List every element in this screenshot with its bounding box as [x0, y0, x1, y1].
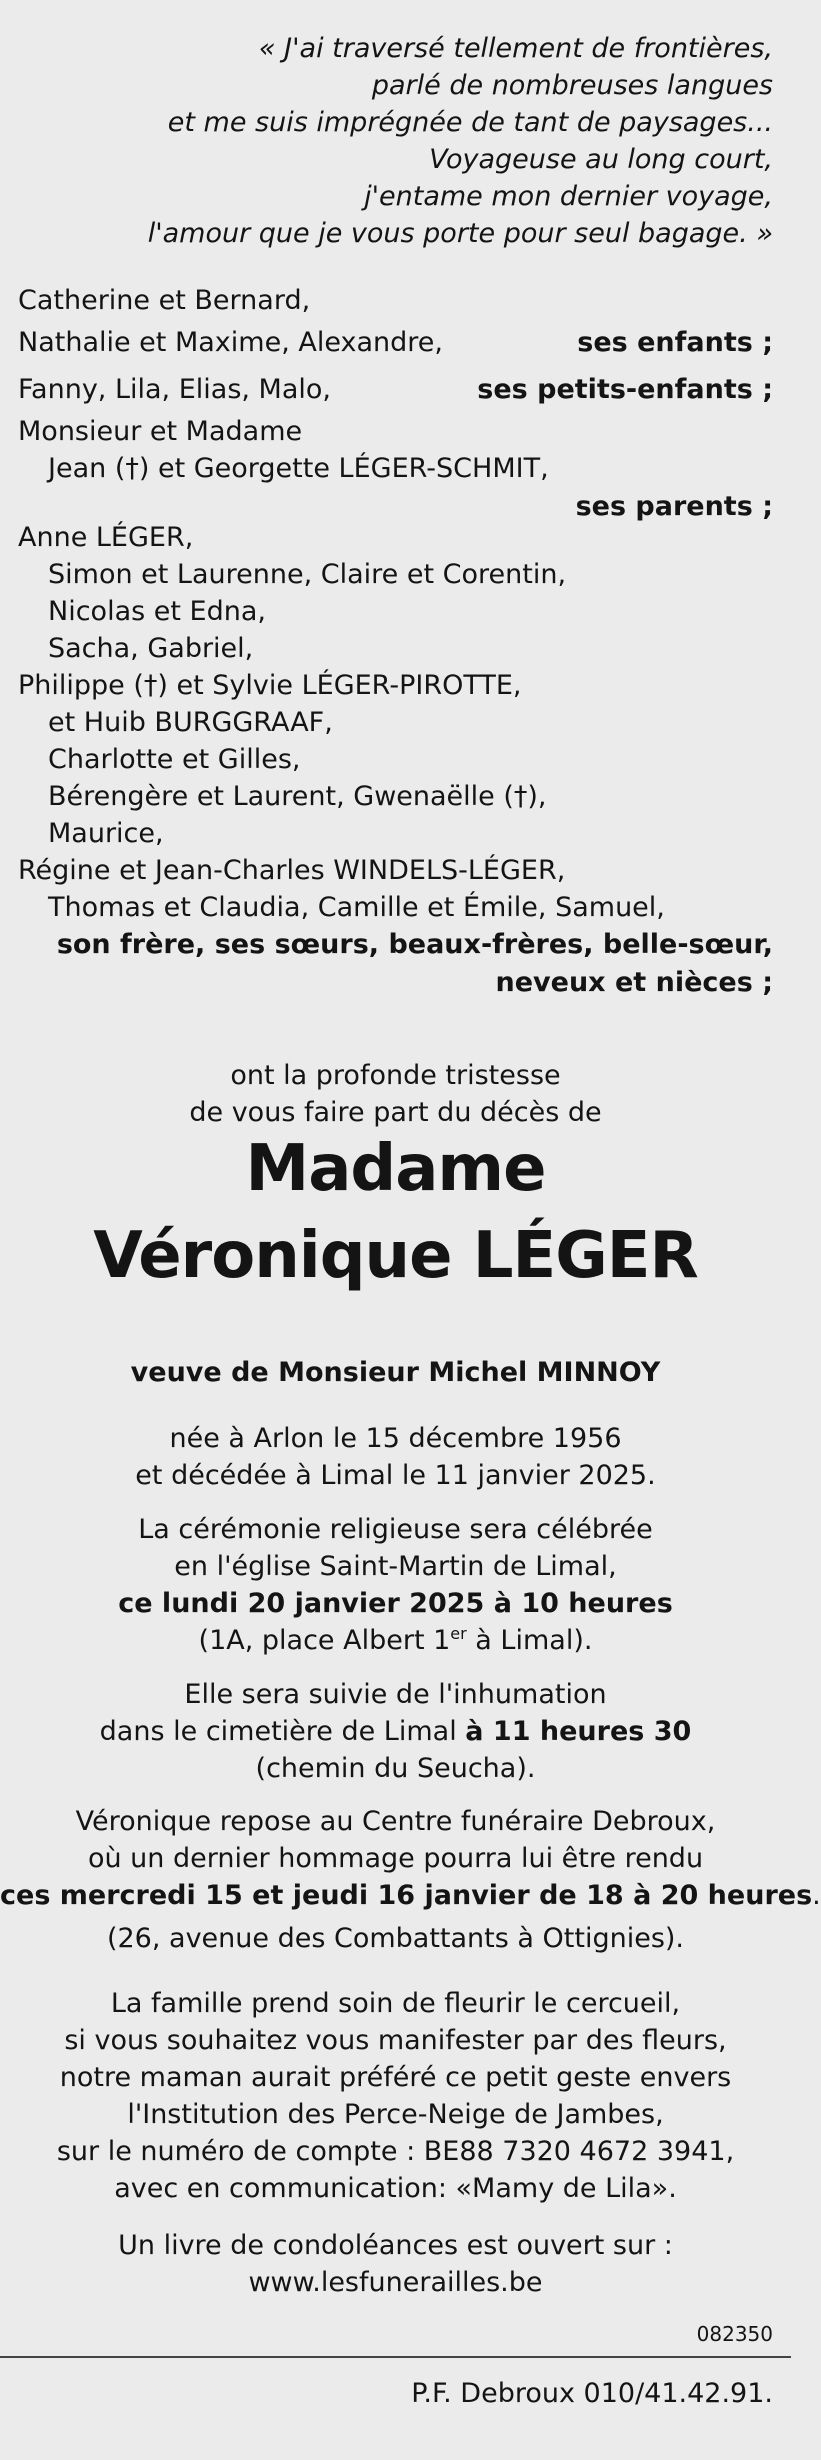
quote-line: « J'ai traversé tellement de frontières, — [258, 33, 773, 64]
family-line — [18, 667, 773, 704]
deceased-name: Véronique LÉGER — [93, 1219, 698, 1293]
quote-line: parlé de nombreuses langues — [371, 70, 773, 101]
announcement-line-2: de vous faire part du décès de — [189, 1097, 602, 1128]
family-line — [18, 593, 773, 630]
burial-place: dans le cimetière de Limal — [99, 1716, 466, 1747]
family-line — [18, 630, 773, 667]
burial-line-2 — [0, 1713, 791, 1750]
flowers-note — [0, 1985, 791, 2207]
birth-death-dates — [0, 1420, 791, 1494]
family-line — [18, 282, 773, 319]
visit-address: (26, avenue des Combattants à Ottignies). — [106, 1923, 685, 1954]
visit-line-1: Véronique repose au Centre funéraire Debroux, — [75, 1806, 716, 1837]
sibling-line: Charlotte et Gilles, — [48, 744, 301, 775]
visitation-details — [0, 1803, 821, 1957]
family-line — [18, 889, 773, 926]
flowers-line: sur le numéro de compte : BE88 7320 4672 3941, — [56, 2136, 735, 2167]
family-line — [18, 413, 773, 450]
grandchildren-names: Fanny, Lila, Elias, Malo, — [18, 374, 332, 405]
ceremony-address-b: à Limal). — [466, 1625, 593, 1656]
sibling-line: Simon et Laurenne, Claire et Corentin, — [48, 559, 567, 590]
ceremony-line-1: La cérémonie religieuse sera célébrée — [138, 1514, 653, 1545]
reference-number: 082350 — [696, 2322, 773, 2346]
parents-line-2: Jean (†) et Georgette LÉGER-SCHMIT, — [48, 453, 549, 484]
death-line: et décédée à Limal le 11 janvier 2025. — [135, 1460, 656, 1491]
deceased-title: Madame — [245, 1132, 546, 1206]
flowers-line: l'Institution des Perce-Neige de Jambes, — [127, 2099, 664, 2130]
children-names-1: Catherine et Bernard, — [18, 285, 311, 316]
family-line — [18, 852, 773, 889]
sibling-line: Bérengère et Laurent, Gwenaëlle (†), — [48, 781, 547, 812]
burial-line-3: (chemin du Seucha). — [255, 1753, 536, 1784]
ceremony-datetime: ce lundi 20 janvier 2025 à 10 heures — [118, 1588, 673, 1619]
widow-of: veuve de Monsieur Michel MINNOY — [130, 1357, 661, 1388]
visit-when-line — [0, 1877, 821, 1914]
family-line — [18, 815, 773, 852]
family-line — [18, 778, 773, 815]
visit-datetime: ces mercredi 15 et jeudi 16 janvier de 18 à 20 heures — [0, 1880, 813, 1911]
ceremony-address-a: (1A, place Albert 1 — [198, 1625, 451, 1656]
visit-line-2: où un dernier hommage pourra lui être rendu — [87, 1843, 704, 1874]
family-line — [18, 519, 773, 556]
family-line — [18, 556, 773, 593]
sibling-line: Sacha, Gabriel, — [48, 633, 254, 664]
siblings-role-1: son frère, ses sœurs, beaux-frères, belle-sœur, — [56, 929, 773, 960]
children-role: ses enfants ; — [577, 327, 773, 358]
birth-line: née à Arlon le 15 décembre 1956 — [169, 1423, 622, 1454]
grandchildren-role: ses petits-enfants ; — [477, 374, 773, 405]
ceremony-details — [0, 1511, 791, 1659]
siblings-role-2: neveux et nièces ; — [495, 967, 773, 998]
family-line — [18, 704, 773, 741]
family-line — [18, 487, 773, 522]
sibling-line: Nicolas et Edna, — [48, 596, 266, 627]
flowers-line: notre maman aurait préféré ce petit geste envers — [59, 2062, 732, 2093]
parents-role: ses parents ; — [575, 491, 773, 522]
quote-line: Voyageuse au long court, — [429, 144, 773, 175]
epigraph-quote — [13, 30, 773, 252]
parents-line-1: Monsieur et Madame — [18, 416, 303, 447]
quote-line: j'entame mon dernier voyage, — [364, 181, 773, 212]
flowers-line: avec en communication: «Mamy de Lila». — [114, 2173, 677, 2204]
sibling-line: Maurice, — [48, 818, 164, 849]
announcement — [0, 1057, 791, 1131]
funeral-home-contact: P.F. Debroux 010/41.42.91. — [411, 2378, 773, 2409]
quote-line: et me suis imprégnée de tant de paysages... — [167, 107, 773, 138]
burial-line-1: Elle sera suivie de l'inhumation — [184, 1679, 607, 1710]
burial-time: à 11 heures 30 — [465, 1716, 692, 1747]
sibling-line: Thomas et Claudia, Camille et Émile, Samuel, — [48, 892, 665, 923]
flowers-line: si vous souhaitez vous manifester par des fleurs, — [64, 2025, 727, 2056]
children-names-2: Nathalie et Maxime, Alexandre, — [18, 327, 443, 358]
burial-details — [0, 1676, 791, 1787]
flowers-line: La famille prend soin de fleurir le cercueil, — [110, 1988, 681, 2019]
ceremony-address-sup: er — [450, 1624, 467, 1643]
condolences-line: Un livre de condoléances est ouvert sur : — [118, 2230, 673, 2261]
family-line — [18, 366, 773, 413]
ceremony-address — [0, 1622, 791, 1659]
condolences-url: www.lesfunerailles.be — [248, 2267, 543, 2298]
ceremony-line-2: en l'église Saint-Martin de Limal, — [174, 1551, 617, 1582]
sibling-line: et Huib BURGGRAAF, — [48, 707, 333, 738]
sibling-line: Philippe (†) et Sylvie LÉGER-PIROTTE, — [18, 670, 522, 701]
visit-period: . — [812, 1880, 821, 1911]
divider — [0, 2356, 791, 2358]
family-line — [18, 319, 773, 366]
family-line — [18, 450, 773, 487]
family-list — [18, 282, 773, 1002]
condolences — [0, 2227, 791, 2301]
quote-line: l'amour que je vous porte pour seul bagage. » — [147, 218, 773, 249]
sibling-line: Anne LÉGER, — [18, 522, 194, 553]
announcement-line-1: ont la profonde tristesse — [230, 1060, 561, 1091]
family-line — [18, 741, 773, 778]
sibling-line: Régine et Jean-Charles WINDELS-LÉGER, — [18, 855, 566, 886]
